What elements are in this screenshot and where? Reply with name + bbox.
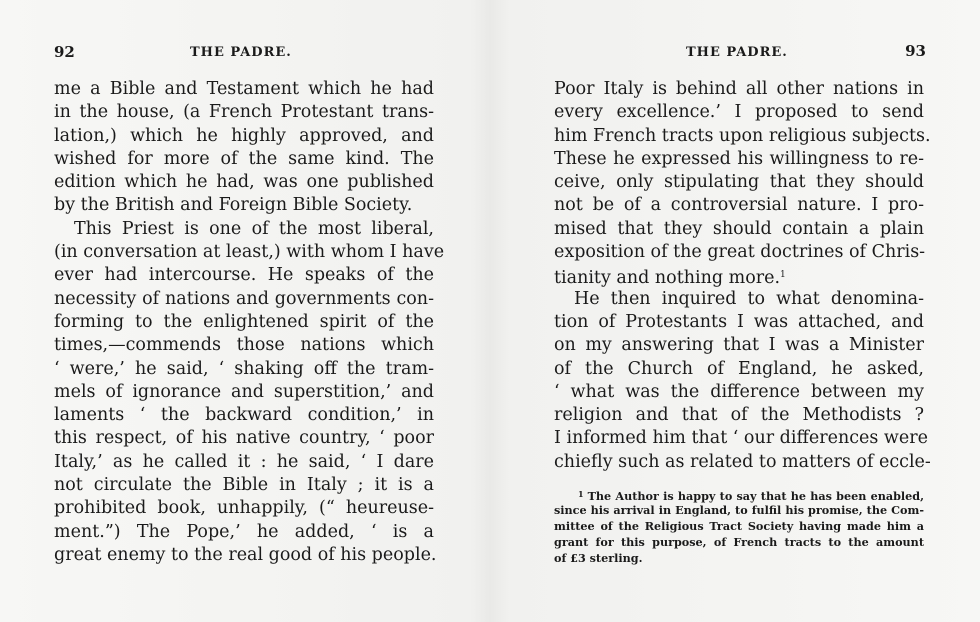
left-running-head xyxy=(54,40,442,62)
text-line: great enemy to the real good of his people. xyxy=(54,544,437,565)
text-line: in the house, (a French Protestant trans- xyxy=(54,102,434,123)
footnote-line: grant for this purpose, of French tracts to the amount xyxy=(554,535,924,550)
footnote-line: since his arrival in England, to fulfil his promise, the Com- xyxy=(554,503,924,518)
text-line: ‘ were,’ he said, ‘ shaking off the tram- xyxy=(54,358,434,379)
left-page-number: 92 xyxy=(54,43,75,61)
text-line: tion of Protestants I was attached, and xyxy=(554,311,924,332)
text-line: ever had intercourse. He speaks of the xyxy=(54,265,434,286)
right-running-head xyxy=(554,40,926,62)
text-line: Poor Italy is behind all other nations in xyxy=(554,79,924,99)
right-running-title: THE PADRE. xyxy=(686,45,788,60)
footnote-text: The Author is happy to say that he has been enabled, xyxy=(587,489,924,504)
text-line: tianity and nothing more. xyxy=(554,268,781,289)
text-line: not circulate the Bible in Italy ; it is a xyxy=(54,475,434,496)
text-line: Italy,’ as he called it : he said, ‘ I dare xyxy=(54,451,434,472)
text-line: mised that they should contain a plain xyxy=(554,218,924,239)
footnote-reference: 1 xyxy=(780,270,786,281)
text-line: me a Bible and Testament which he had xyxy=(54,79,434,99)
text-line: forming to the enlightened spirit of the xyxy=(54,311,434,332)
text-line: chiefly such as related to matters of eccle- xyxy=(554,451,931,472)
text-line: ceive, only stipulating that they should xyxy=(554,172,924,193)
text-line-with-footnote-ref xyxy=(554,264,924,287)
text-line: I informed him that ‘ our differences were xyxy=(554,428,928,449)
text-line: religion and that of the Methodists ? xyxy=(554,405,924,426)
text-line: every excellence.’ I proposed to send xyxy=(554,102,924,123)
right-body-text xyxy=(554,78,931,474)
text-line: ‘ what was the difference between my xyxy=(554,381,924,402)
footnote-line xyxy=(554,486,924,502)
text-line: This Priest is one of the most liberal, xyxy=(74,218,434,239)
footnote-line: mittee of the Religious Tract Society having made him a xyxy=(554,519,924,534)
text-line: (in conversation at least,) with whom I have xyxy=(54,242,445,263)
text-line: times,—commends those nations which xyxy=(54,335,434,356)
left-running-title: THE PADRE. xyxy=(190,45,292,60)
text-line: edition which he had, was one published xyxy=(54,172,434,193)
footnote-line: of £3 sterling. xyxy=(554,551,643,566)
text-line: lation,) which he highly approved, and xyxy=(54,125,434,146)
text-line: him French tracts upon religious subjects. xyxy=(554,125,931,146)
text-line: wished for more of the same kind. The xyxy=(54,148,434,169)
text-line: exposition of the great doctrines of Chris- xyxy=(554,242,926,263)
text-line: on my answering that I was a Minister xyxy=(554,335,924,356)
text-line: by the British and Foreign Bible Society. xyxy=(54,195,413,216)
text-line: necessity of nations and governments con- xyxy=(54,288,434,309)
text-line: These he expressed his willingness to re- xyxy=(554,148,924,169)
text-line: not be of a controversial nature. I pro- xyxy=(554,195,924,216)
text-line: prohibited book, unhappily, (“ heureuse- xyxy=(54,498,434,519)
right-page-number: 93 xyxy=(905,42,926,60)
right-page xyxy=(554,40,931,566)
text-line: of the Church of England, he asked, xyxy=(554,358,924,379)
left-body-text xyxy=(54,78,445,567)
text-line: this respect, of his native country, ‘ poor xyxy=(54,428,434,449)
text-line: laments ‘ the backward condition,’ in xyxy=(54,405,434,426)
text-line: He then inquired to what denomina- xyxy=(574,288,924,309)
footnote-marker: 1 xyxy=(578,489,584,500)
footnote xyxy=(554,486,926,566)
text-line: mels of ignorance and superstition,’ and xyxy=(54,381,434,402)
left-page xyxy=(54,40,445,567)
text-line: ment.”) The Pope,’ he added, ‘ is a xyxy=(54,521,434,542)
